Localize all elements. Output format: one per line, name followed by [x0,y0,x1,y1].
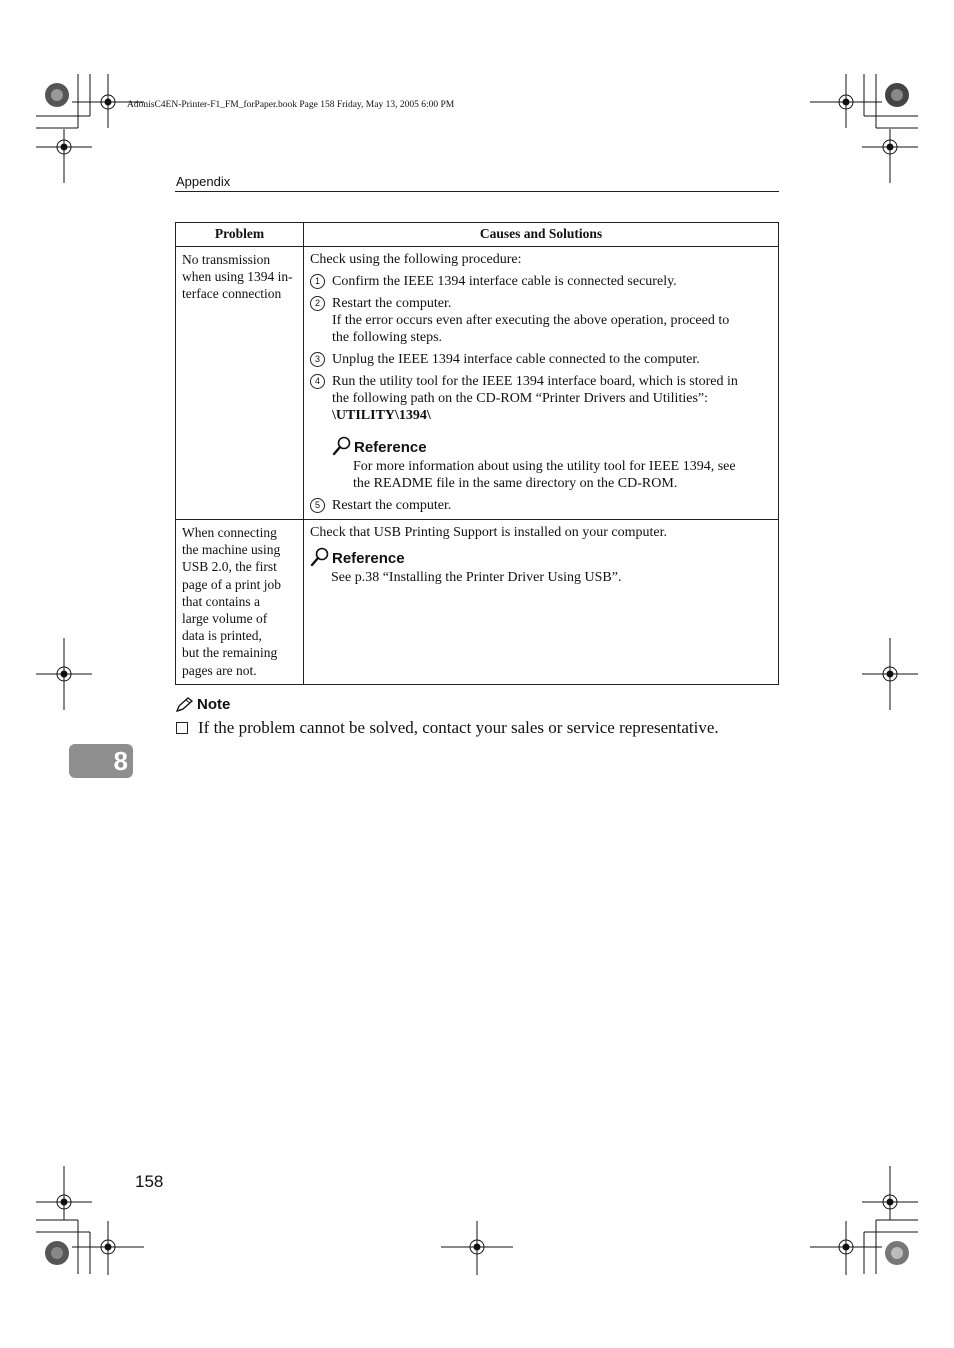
problem-cell [176,520,304,685]
solution-cell [304,520,779,685]
reference-label: Reference [332,550,405,567]
reference-body [310,569,773,586]
step-number: 3 [310,352,325,367]
problem-line: page of a print job [182,576,281,592]
step-number: 1 [310,274,325,289]
problem-line: When connecting [182,525,277,540]
solution-intro: Check that USB Printing Support is installed on your computer. [310,525,667,540]
step-text: Run the utility tool for the IEEE 1394 interface board, which is stored in [332,374,738,389]
problem-line: No transmission [182,252,271,267]
reference-text: For more information about using the utility tool for IEEE 1394, see [353,459,736,474]
page-number: 158 [135,1172,164,1191]
problem-line: that contains a [182,593,260,609]
step-4 [310,373,773,492]
step-1 [310,273,773,290]
table-row [176,520,779,685]
header-rule [175,191,779,192]
print-slug: AdonisC4EN-Printer-F1_FM_forPaper.book Page 158 Friday, May 13, 2005 6:00 PM [127,100,455,110]
header-problem: Problem [176,223,304,247]
troubleshooting-table [175,222,779,685]
note-text: If the problem cannot be solved, contact your sales or service representative. [198,718,719,737]
reference-heading [332,436,773,456]
step-text: Restart the computer. [332,498,452,513]
magnifier-icon [332,436,352,456]
problem-line: when using 1394 in- [182,269,293,285]
step-3 [310,351,773,368]
reference-text: See p.38 “Installing the Printer Driver Using USB”. [331,570,622,585]
step-text: Restart the computer. [332,296,452,311]
section-header: Appendix [176,174,231,189]
step-text: the following path on the CD-ROM “Printer Drivers and Utilities”: [332,391,708,406]
solution-intro: Check using the following procedure: [310,252,522,267]
problem-cell [176,247,304,520]
reference-text: the README file in the same directory on the CD-ROM. [353,476,678,491]
step-text: Confirm the IEEE 1394 interface cable is connected securely. [332,274,677,289]
checkbox-bullet-icon [176,722,188,734]
problem-line: pages are not. [182,662,257,678]
note-heading [175,696,230,713]
step-5 [310,497,773,514]
note-label: Note [197,696,231,713]
magnifier-icon [310,547,330,567]
problem-line: but the remaining [182,645,278,661]
step-number: 5 [310,498,325,513]
problem-line: data is printed, [182,628,262,644]
table-row [176,247,779,520]
note-item [176,718,719,738]
table-header-row [176,223,779,247]
reference-body [332,458,773,492]
step-text: If the error occurs even after executing the above operation, proceed to [332,313,730,328]
step-2 [310,295,773,346]
chapter-tab: 8 [69,744,133,778]
utility-path: \UTILITY\1394\ [332,408,431,423]
solution-cell [304,247,779,520]
step-text: the following steps. [332,330,443,345]
step-number: 2 [310,296,325,311]
step-number: 4 [310,374,325,389]
reference-label: Reference [354,439,427,456]
problem-line: large volume of [182,611,268,627]
problem-line: USB 2.0, the first [182,559,277,575]
header-causes: Causes and Solutions [304,223,779,247]
problem-line: terface connection [182,286,282,302]
step-text: Unplug the IEEE 1394 interface cable connected to the computer. [332,352,700,367]
reference-heading [310,547,773,567]
problem-line: the machine using [182,542,281,558]
pencil-icon [175,697,195,713]
